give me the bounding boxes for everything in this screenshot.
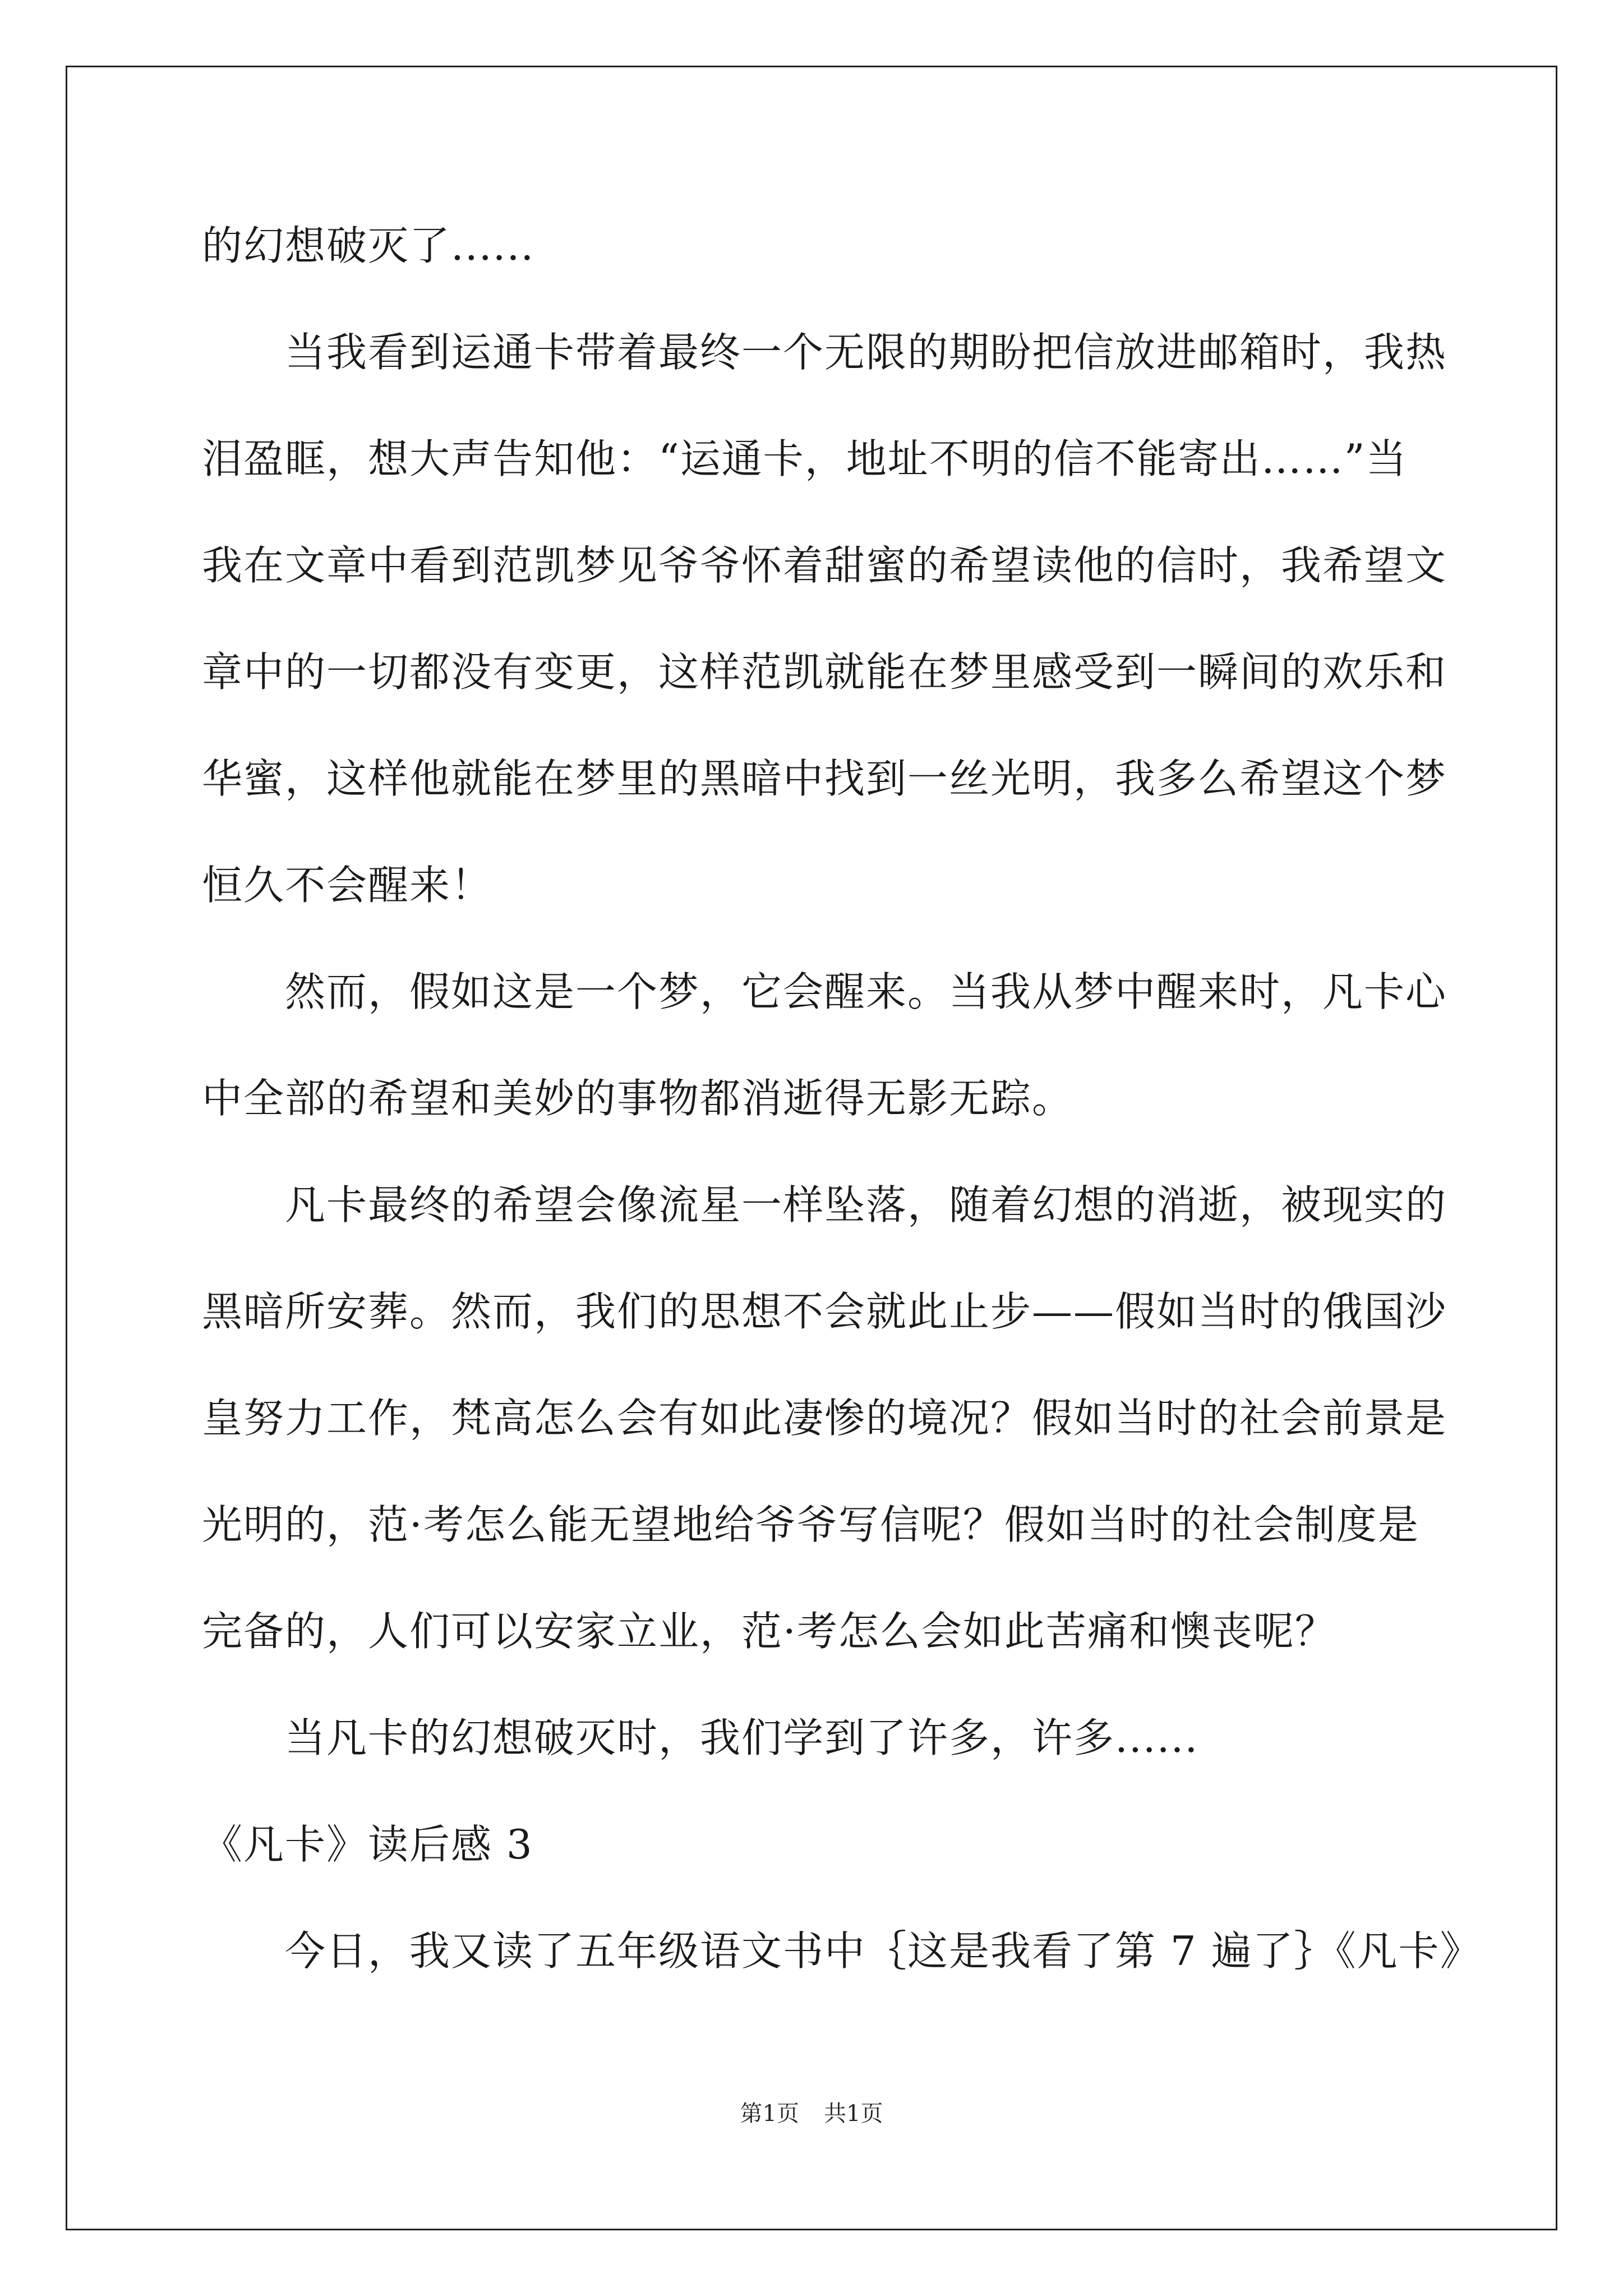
paragraph-line: 凡卡最终的希望会像流星一样坠落，随着幻想的消逝，被现实的 xyxy=(285,1181,1447,1228)
document-body xyxy=(202,217,1482,2028)
paragraph-line: 华蜜，这样他就能在梦里的黑暗中找到一丝光明，我多么希望这个梦 xyxy=(202,755,1447,802)
paragraph-line: 泪盈眶，想大声告知他：“运通卡，地址不明的信不能寄出……”当 xyxy=(202,435,1408,482)
paragraph-line: 我在文章中看到范凯梦见爷爷怀着甜蜜的希望读他的信时，我希望文 xyxy=(202,542,1447,589)
paragraph-line: 今日，我又读了五年级语文书中｛这是我看了第 7 遍了｝《凡卡》 xyxy=(285,1927,1482,1975)
paragraph-line: 皇努力工作，梵高怎么会有如此凄惨的境况？假如当时的社会前景是 xyxy=(202,1395,1447,1442)
paragraph-line: 的幻想破灭了...... xyxy=(202,222,535,269)
paragraph-line: 章中的一切都没有变更，这样范凯就能在梦里感受到一瞬间的欢乐和 xyxy=(202,648,1447,696)
paragraph-line: 中全部的希望和美妙的事物都消逝得无影无踪。 xyxy=(202,1075,1074,1122)
section-heading: 《凡卡》读后感 3 xyxy=(202,1821,533,1868)
paragraph-line: 然而，假如这是一个梦，它会醒来。当我从梦中醒来时，凡卡心 xyxy=(285,968,1447,1015)
paragraph-line: 当凡卡的幻想破灭时，我们学到了许多，许多...... xyxy=(285,1714,1199,1761)
paragraph-line: 光明的，范·考怎么能无望地给爷爷写信呢？假如当时的社会制度是 xyxy=(202,1501,1419,1548)
paragraph-line: 黑暗所安葬。然而，我们的思想不会就此止步——假如当时的俄国沙 xyxy=(202,1288,1447,1335)
paragraph-line: 恒久不会醒来！ xyxy=(202,862,493,909)
paragraph-line: 当我看到运通卡带着最终一个无限的期盼把信放进邮箱时，我热 xyxy=(285,329,1447,376)
page-count: 共1页 xyxy=(824,2101,883,2127)
page-number: 第1页 xyxy=(740,2101,799,2127)
paragraph-line: 完备的，人们可以安家立业，范·考怎么会如此苦痛和懊丧呢？ xyxy=(202,1608,1336,1655)
page-footer xyxy=(0,2100,1623,2128)
